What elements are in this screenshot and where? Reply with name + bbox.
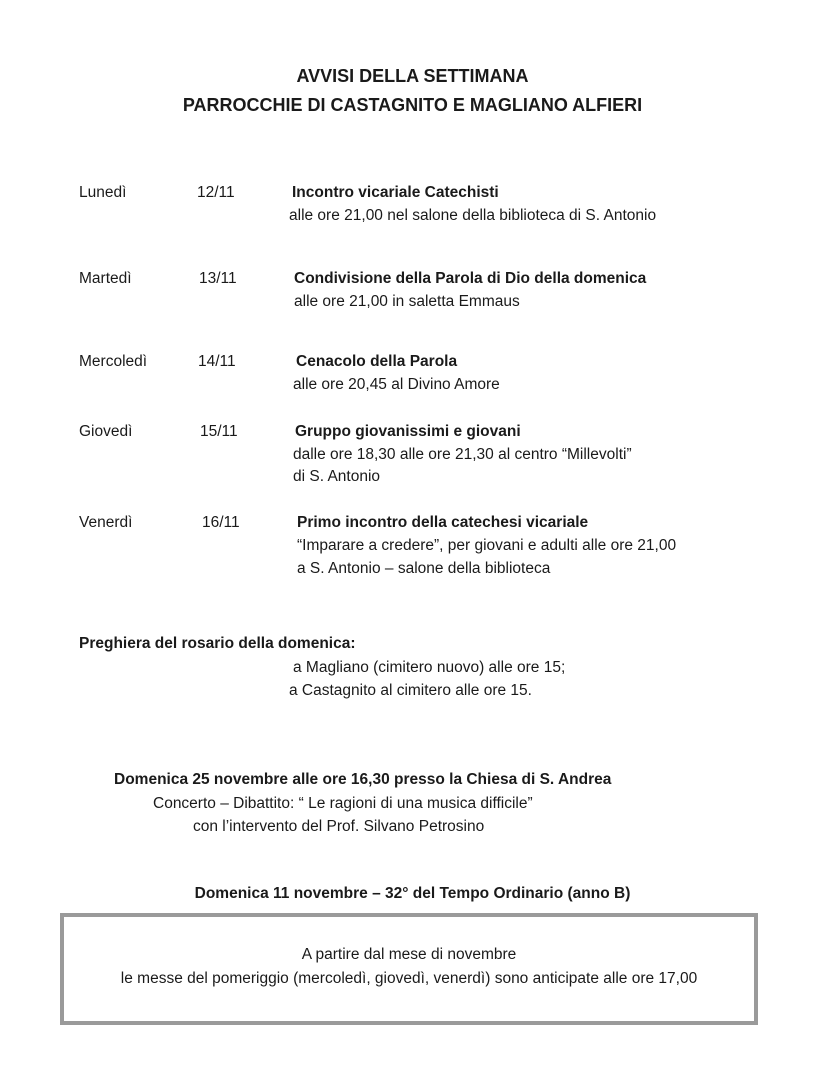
event-detail: “Imparare a credere”, per giovani e adulti alle ore 21,00 — [297, 537, 677, 554]
sunday-heading: Domenica 11 novembre – 32° del Tempo Ordinario (anno B) — [194, 885, 631, 902]
rosary-heading: Preghiera del rosario della domenica: — [79, 635, 356, 652]
rosary-line: a Castagnito al cimitero alle ore 15. — [289, 682, 532, 699]
concert-line: Concerto – Dibattito: “ Le ragioni di una musica difficile” — [153, 795, 533, 812]
notice-box — [60, 913, 758, 1025]
event-date: 15/11 — [200, 423, 238, 440]
page-title: AVVISI DELLA SETTIMANA — [296, 66, 529, 86]
event-date: 14/11 — [198, 353, 236, 370]
event-title: Condivisione della Parola di Dio della domenica — [294, 270, 647, 287]
event-detail: di S. Antonio — [293, 468, 381, 485]
event-title: Primo incontro della catechesi vicariale — [297, 514, 589, 531]
event-day: Mercoledì — [79, 353, 148, 370]
event-date: 13/11 — [199, 270, 237, 287]
event-title: Gruppo giovanissimi e giovani — [295, 423, 521, 440]
event-date: 12/11 — [197, 184, 235, 201]
rosary-line: a Magliano (cimitero nuovo) alle ore 15; — [293, 659, 566, 676]
notice-line: le messe del pomeriggio (mercoledì, giovedì, venerdì) sono anticipate alle ore 17,00 — [120, 970, 698, 987]
event-detail: a S. Antonio – salone della biblioteca — [297, 560, 551, 577]
event-detail: dalle ore 18,30 alle ore 21,30 al centro “Millevolti” — [293, 446, 632, 463]
event-title: Incontro vicariale Catechisti — [292, 184, 499, 201]
event-day: Martedì — [79, 270, 132, 287]
event-day: Giovedì — [79, 423, 133, 440]
event-day: Lunedì — [79, 184, 127, 201]
concert-heading: Domenica 25 novembre alle ore 16,30 presso la Chiesa di S. Andrea — [114, 771, 612, 788]
event-detail: alle ore 20,45 al Divino Amore — [293, 376, 500, 393]
event-detail: alle ore 21,00 nel salone della biblioteca di S. Antonio — [289, 207, 657, 224]
notice-line: A partire dal mese di novembre — [301, 946, 517, 963]
event-title: Cenacolo della Parola — [296, 353, 458, 370]
event-date: 16/11 — [202, 514, 240, 531]
concert-line: con l’intervento del Prof. Silvano Petrosino — [193, 818, 485, 835]
page-subtitle: PARROCCHIE DI CASTAGNITO E MAGLIANO ALFIERI — [182, 95, 643, 115]
event-detail: alle ore 21,00 in saletta Emmaus — [294, 293, 520, 310]
event-day: Venerdì — [79, 514, 133, 531]
